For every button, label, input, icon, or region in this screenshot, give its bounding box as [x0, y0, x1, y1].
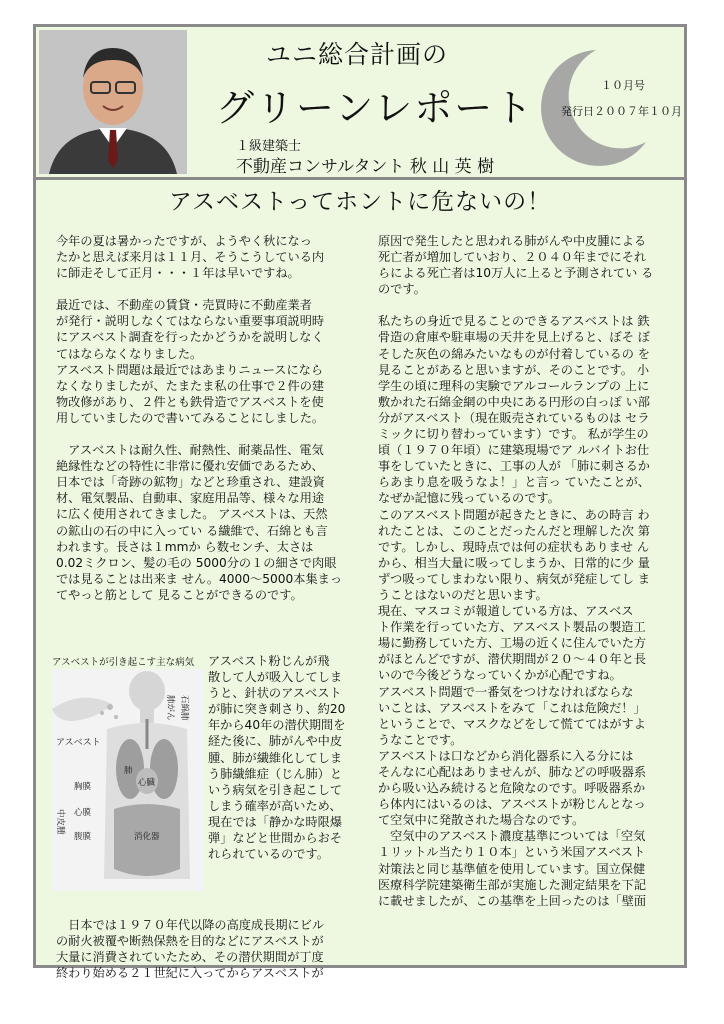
newsletter-name: ユニ総合計画の	[266, 40, 449, 69]
paragraph: 最近では、不動産の賃貸・売買時に不動産業者 が発行・説明しなくてはならない重要事項説明時 にアスベスト調査を行ったかどうかを説明しなく てはならなくなりました。 アスベスト問題は最近ではあまりニュースになら なくなりましたが、たまたま私の仕事で２件の建 物改修があり、２件とも鉄骨造でアスベストを使 用していましたので書いてみることにしました。	[56, 298, 325, 425]
paragraph: 原因で発生したと思われる肺がんや中皮腫による 死亡者が増加していおり、２０４０年までにそれ らによる死亡者は10万人に上ると予測されてい る のです。	[378, 234, 654, 297]
label-digestive: 消化器	[134, 832, 160, 842]
label-pericardium: 心膜	[74, 808, 92, 818]
label-peritoneum: 腹膜	[74, 832, 92, 842]
paragraph: 私たちの身近で見ることのできるアスベストは 鉄 骨造の倉庫や駐車場の天井を見上げると、ぼそ ぼ そした灰色の綿みたいなものが付着しているの を 見ることがあると思いますが、そのことです。 小 学生の頃に理科の実験でアルコールランプの 上に 敷かれた石綿金網の中央にある円形の白っぽ い部 分がアスベスト（現在販売されているものは セラ ミックに切り替わっています）です。 私が学生の 頃（１９７０年頃）に建築現場でア ルバイトお仕 事をしていたときに、工事の人が 「肺に刺さるか らあまり息を吸うなよ！」と言っ ていたことが、 なぜか記憶に残っているのです。 このアスベスト問題が起きたときに、あの時言 わ れたことは、このことだったんだと理解した次 第 です。しかし、現時点では何の症状もありませ ん から、相当大量に吸ってしまうか、日常的に少 量 ずつ吸ってしまわない限り、病気が発症してし ま うことはないのだと思います。 現在、マスコミが報道している方は、アスベス ト作業を行っていた方、アスベスト製品の製造工 場に勤務していた方、工場の近くに住んでいた方 がほとんどですが、潜伏期間が２０～４０年と長 いので今後どうなっていくかが心配ですね。 アスベスト問題で一番気をつけなければならな いことは、アスベストをみて「これは危険だ！」 ということで、マスクなどをして慌ててはがすよ うなことです。 アスベストは口などから消化器系に入る分には そんなに心配はありませんが、肺などの呼吸器系 から吸い込み続けると危険なのです。呼吸器系か ら体内にはいるのは、アスベストが粉じんとなっ て空気中に発散された場合なのです。 空気中のアスベスト濃度基準については「空気 １リットル当たり１０本」という米国アスベスト 対策法と同じ基準値を使用しています。国立保健 医療科学院建築衛生部が実施した測定結果を下記 に載せましたが、この基準を上回ったのは「壁面	[378, 314, 650, 908]
paragraph: 今年の夏は暑かったですが、ようやく秋になっ たかと思えば来月は１１月、そうこうしている内 に師走そして正月・・・１年は早いですね。	[56, 234, 325, 281]
label-pleura: 胸膜	[74, 782, 92, 792]
author-portrait-image	[39, 30, 187, 174]
body-diagram-illustration	[52, 669, 204, 891]
author-photo	[39, 30, 187, 174]
label-asbestosis: 石綿肺	[179, 695, 189, 721]
report-title: グリーンレポート	[216, 86, 535, 130]
bottom-left-paragraph: 日本では１９７０年代以降の高度成長期にビル の耐火被覆や断熱保熱を目的などにアスベストが 大量に消費されていたため、その潜伏期間が丁度 終わり始める２１世紀に入ってからアスベストが	[56, 918, 325, 981]
newsletter-header	[36, 27, 684, 180]
label-heart: 心臓	[138, 778, 156, 788]
label-lung: 肺	[124, 766, 133, 776]
figure-title: アスベストが引き起こす主な病気	[52, 657, 195, 668]
author-name: 不動産コンサルタント 秋 山 英 樹	[236, 157, 495, 177]
asbestos-disease-figure	[52, 657, 204, 893]
issue-date: 発行日２００７年１０月	[561, 105, 682, 118]
issue-label: １０月号	[601, 79, 645, 92]
label-mesothelioma: 中皮腫	[55, 809, 65, 835]
paragraph: アスベストは耐久性、耐熱性、耐薬品性、電気 絶縁性などの特性に非常に優れ安価であるため、 日本では「奇跡の鉱物」などと珍重され、建設資 材、電気製品、自動車、家庭用品等、様々な用途 に広く使用されてきました。 アスベストは、天然 の鉱山の石の中に入ってい る繊維で、石綿とも言 われます。長さは１mmか ら数センチ、太さは 0.02ミクロン、髪の毛の 5000分の１の細さで肉眼 では見ることは出来ま せん。4000～5000本集まっ てやっと筋として 見ることができるのです。	[56, 443, 343, 602]
label-lung-cancer: 肺がん	[165, 695, 175, 721]
left-column	[56, 233, 356, 603]
label-asbestos: アスベスト	[56, 738, 101, 748]
author-credential: １級建築士	[236, 139, 302, 154]
newsletter-frame	[33, 24, 687, 981]
article-headline: アスベストってホントに危ないの！	[168, 189, 552, 215]
right-column	[378, 233, 684, 909]
figure-side-text: アスベスト粉じんが飛 散して人が吸入してしま うと、針状のアスベスト が肺に突き刺さり、約20 年から40年の潜伏期間を 経た後に、肺がんや中皮 腫、肺が繊維化してしま う肺繊維症（じん肺）と いう病気を引き起こして しまう確率が高いため、 現在では「静かな時限爆 弾」などと世間からおそ れられているのです。	[208, 654, 346, 862]
